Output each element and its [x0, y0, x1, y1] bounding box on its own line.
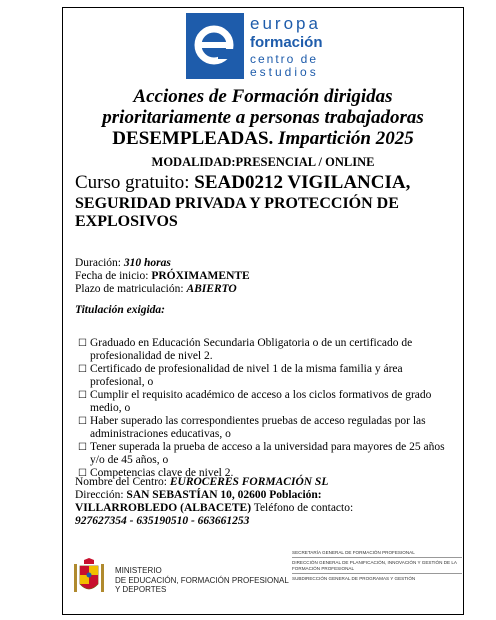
e-letter-icon [194, 25, 234, 65]
heading-line-3 [98, 128, 428, 150]
checkbox-icon: ☐ [78, 338, 87, 349]
ministerio-logo [72, 558, 289, 598]
nombre-value: EUROCERES FORMACIÓN SL [169, 476, 329, 488]
subdireccion-line: SUBDIRECCIÓN GENERAL DE PROGRAMAS Y GESTIÓN [292, 573, 462, 583]
checkbox-icon: ☐ [78, 390, 87, 401]
curso-line [75, 172, 455, 194]
duracion-value: 310 horas [123, 257, 171, 269]
secretaria-line: SECRETARÍA GENERAL DE FORMACIÓN PROFESIONAL [292, 550, 415, 555]
list-item [78, 415, 458, 441]
poblacion-value: VILLARROBLEDO (ALBACETE) [75, 502, 252, 514]
modalidad: MODALIDAD:PRESENCIAL / ONLINE [151, 155, 375, 169]
ministerio-line-2: DE EDUCACIÓN, FORMACIÓN PROFESIONAL [115, 575, 289, 585]
telefono-label: Teléfono de contacto: [253, 502, 354, 514]
checkbox-icon: ☐ [78, 442, 87, 453]
heading-imparticion: Impartición 2025 [278, 128, 414, 149]
poblacion-label: Población: [269, 489, 322, 501]
logo-block [186, 13, 244, 79]
requisito-text: Graduado en Educación Secundaria Obligatoria o de un certificado de profesionalidad de nivel 2. [90, 337, 413, 362]
centro-direccion [75, 489, 455, 502]
fecha-inicio [75, 270, 250, 283]
requisito-text: Competencias clave de nivel 2. [90, 467, 234, 479]
ministerio-line-3: Y DEPORTES [115, 585, 167, 594]
requisito-text: Cumplir el requisito académico de acceso a los ciclos formativos de grado medio, o [90, 389, 432, 414]
heading-line-2: prioritariamente a personas trabajadoras [102, 107, 424, 128]
logo-line-1: europa [250, 14, 321, 33]
plazo-matriculacion [75, 283, 237, 296]
plazo-value: ABIERTO [186, 283, 237, 295]
checkbox-icon: ☐ [78, 468, 87, 479]
curso-code: SEAD0212 VIGILANCIA, [194, 172, 411, 193]
logo-line-4: estudios [250, 65, 319, 79]
requisitos-list [78, 337, 458, 480]
list-item [78, 363, 458, 389]
heading-line-1: Acciones de Formación dirigidas [133, 86, 393, 107]
duracion [75, 257, 171, 270]
checkbox-icon: ☐ [78, 364, 87, 375]
checkbox-icon: ☐ [78, 416, 87, 427]
inicio-value: PRÓXIMAMENTE [151, 270, 250, 282]
europa-formacion-logo [186, 13, 346, 79]
duracion-label: Duración: [75, 257, 121, 269]
ministerio-text [115, 566, 289, 595]
ministerio-line-1: MINISTERIO [115, 566, 162, 575]
logo-line-3: centro de [250, 52, 319, 66]
centro-telefono [75, 515, 455, 528]
escudo-espana-icon [72, 558, 106, 598]
list-item [78, 337, 458, 363]
direccion-label: Dirección: [75, 489, 124, 501]
direccion-value: SAN SEBASTÍAN 10, 02600 [126, 489, 267, 501]
direccion-general-line: DIRECCIÓN GENERAL DE PLANIFICACIÓN, INNOVACIÓN Y GESTIÓN DE LA FORMACIÓN PROFESIONAL [292, 557, 462, 573]
list-item [78, 389, 458, 415]
secretaria-block [292, 548, 462, 584]
requisito-text: Certificado de profesionalidad de nivel 1 de la misma familia y área profesional, o [90, 363, 403, 388]
curso-title: SEGURIDAD PRIVADA Y PROTECCIÓN DE EXPLOSIVOS [75, 195, 399, 230]
inicio-label: Fecha de inicio: [75, 270, 149, 282]
curso-prefix: Curso gratuito: [75, 172, 190, 193]
plazo-label: Plazo de matriculación: [75, 283, 184, 295]
centro-nombre [75, 476, 455, 489]
logo-line-2: formación [250, 34, 323, 51]
heading-desempleadas: DESEMPLEADAS. [112, 128, 274, 149]
nombre-label: Nombre del Centro: [75, 476, 167, 488]
requisito-text: Tener superada la prueba de acceso a la universidad para mayores de 25 años y/o de 45 años, o [90, 441, 445, 466]
titulacion-label: Titulación exigida: [75, 304, 165, 316]
centro-poblacion [75, 502, 455, 515]
telefono-value: 927627354 - 635190510 - 663661253 [75, 515, 250, 527]
requisito-text: Haber superado las correspondientes pruebas de acceso reguladas por las administraciones educativas, o [90, 415, 426, 440]
list-item [78, 441, 458, 467]
